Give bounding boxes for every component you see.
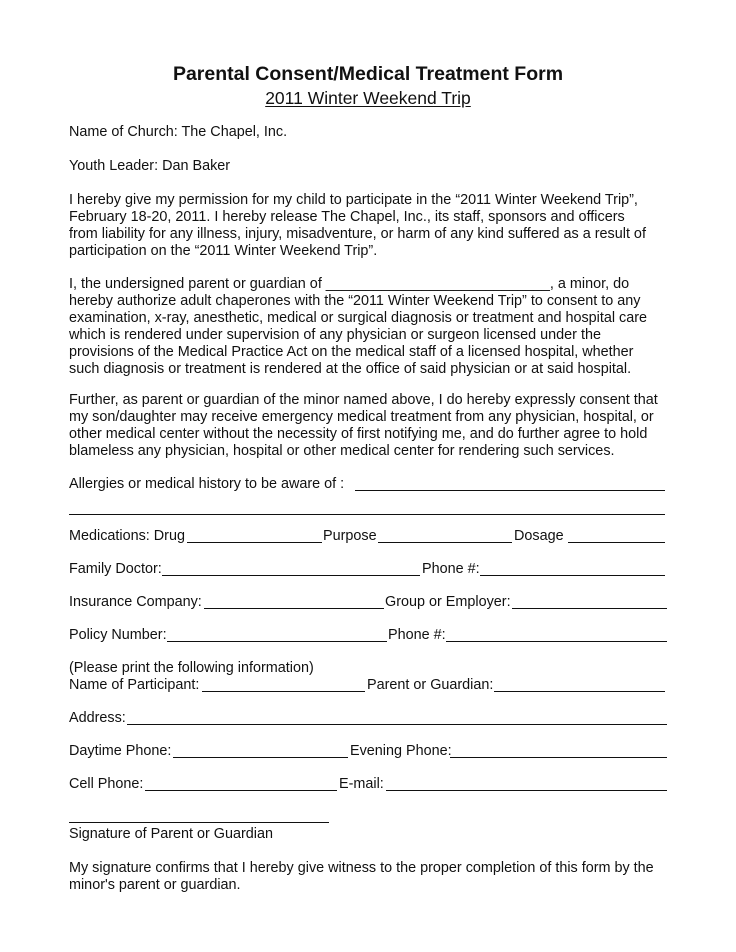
dosage-field[interactable]: [568, 542, 665, 543]
daytime-phone-field[interactable]: [173, 757, 348, 758]
para2-line: such diagnosis or treatment is rendered at the office of said physician or at said hospital.: [69, 361, 632, 377]
para2-line: I, the undersigned parent or guardian of ____________________________, a minor, do: [69, 276, 630, 292]
group-field[interactable]: [512, 608, 667, 609]
doctor-phone-label: Phone #:: [422, 561, 480, 577]
para1-line: participation on the “2011 Winter Weekend Trip”.: [69, 243, 378, 259]
allergies-field-extra[interactable]: [69, 514, 665, 515]
parent-field[interactable]: [494, 691, 665, 692]
medications-label: Medications: Drug: [69, 528, 185, 544]
allergies-field[interactable]: [355, 490, 665, 491]
para3-line: Further, as parent or guardian of the minor named above, I do hereby expressly consent that: [69, 392, 658, 408]
email-label: E-mail:: [339, 776, 384, 792]
subtitle-text: 2011 Winter Weekend Trip: [265, 88, 471, 108]
para1-line: February 18-20, 2011. I hereby release The Chapel, Inc., its staff, sponsors and officers: [69, 209, 625, 225]
leader-line: Youth Leader: Dan Baker: [69, 158, 231, 174]
purpose-label: Purpose: [323, 528, 377, 544]
signature-label: Signature of Parent or Guardian: [69, 826, 273, 842]
para2-line: provisions of the Medical Practice Act on the medical staff of a licensed hospital, whether: [69, 344, 634, 360]
signature-field[interactable]: [69, 822, 329, 823]
email-field[interactable]: [386, 790, 667, 791]
participant-label: Name of Participant:: [69, 677, 200, 693]
para3-line: my son/daughter may receive emergency medical treatment from any physician, hospital, or: [69, 409, 654, 425]
policy-phone-label: Phone #:: [388, 627, 446, 643]
doctor-phone-field[interactable]: [480, 575, 665, 576]
evening-phone-label: Evening Phone:: [350, 743, 452, 759]
group-label: Group or Employer:: [385, 594, 511, 610]
parent-label: Parent or Guardian:: [367, 677, 494, 693]
para3-line: blameless any physician, hospital or other medical center for rendering such services.: [69, 443, 615, 459]
cell-phone-label: Cell Phone:: [69, 776, 144, 792]
evening-phone-field[interactable]: [450, 757, 667, 758]
para1-line: I hereby give my permission for my child to participate in the “2011 Winter Weekend Trip”,: [69, 192, 638, 208]
family-doctor-field[interactable]: [162, 575, 420, 576]
drug-field[interactable]: [187, 542, 322, 543]
form-subtitle: [0, 88, 736, 108]
church-line: Name of Church: The Chapel, Inc.: [69, 124, 288, 140]
policy-phone-field[interactable]: [446, 641, 667, 642]
cell-phone-field[interactable]: [145, 790, 337, 791]
address-field[interactable]: [127, 724, 667, 725]
policy-label: Policy Number:: [69, 627, 167, 643]
family-doctor-label: Family Doctor:: [69, 561, 162, 577]
para2-line: which is rendered under supervision of any physician or surgeon licensed under the: [69, 327, 601, 343]
insurance-field[interactable]: [204, 608, 384, 609]
closing-line: minor's parent or guardian.: [69, 877, 241, 893]
form-title: Parental Consent/Medical Treatment Form: [172, 63, 564, 85]
dosage-label: Dosage: [514, 528, 564, 544]
policy-field[interactable]: [167, 641, 387, 642]
daytime-phone-label: Daytime Phone:: [69, 743, 172, 759]
closing-line: My signature confirms that I hereby give witness to the proper completion of this form by the: [69, 860, 654, 876]
address-label: Address:: [69, 710, 126, 726]
print-note: (Please print the following information): [69, 660, 314, 676]
insurance-label: Insurance Company:: [69, 594, 202, 610]
para1-line: from liability for any illness, injury, misadventure, or harm of any kind suffered as a result of: [69, 226, 646, 242]
purpose-field[interactable]: [378, 542, 512, 543]
para2-line: hereby authorize adult chaperones with the “2011 Winter Weekend Trip” to consent to any: [69, 293, 641, 309]
para3-line: other medical center without the necessity of first notifying me, and do further agree to hold: [69, 426, 648, 442]
allergies-label: Allergies or medical history to be aware of :: [69, 476, 345, 492]
para2-line: examination, x-ray, anesthetic, medical or surgical diagnosis or treatment and hospital care: [69, 310, 648, 326]
participant-field[interactable]: [202, 691, 365, 692]
